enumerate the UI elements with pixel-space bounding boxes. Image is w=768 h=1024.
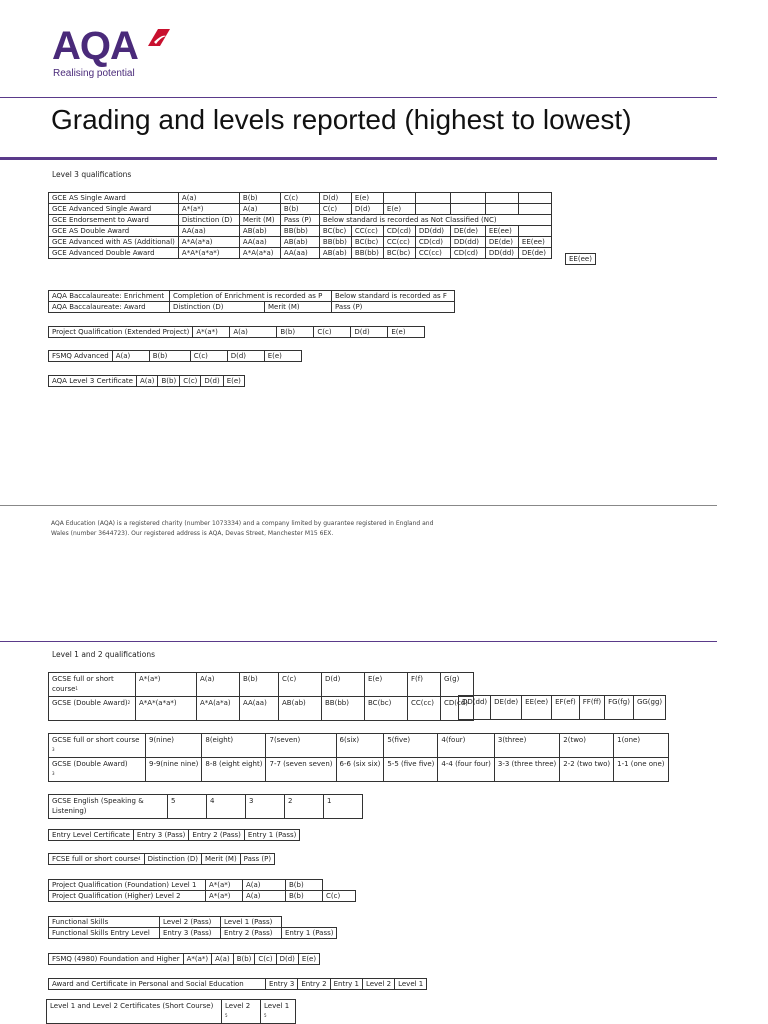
table-row: Entry Level Certificate Entry 3 (Pass) Entry 2 (Pass) Entry 1 (Pass) (49, 830, 300, 841)
personal-social-education-table (48, 978, 427, 990)
table-row: FCSE full or short course$^4$ Distinction (D) Merit (M) Pass (P) (49, 854, 275, 865)
tagline: Realising potential (53, 68, 135, 79)
table-row: FSMQ Advanced A(a) B(b) C(c) D(d) E(e) (49, 351, 302, 362)
table-row: GCSE (Double Award)$^2$ A*A*(a*a*) A*A(a*a) AA(aa) AB(ab) BB(bb) BC(bc) CC(cc) CD(cd) (49, 697, 474, 721)
table-row: Functional Skills Level 2 (Pass) Level 1 (Pass) (49, 917, 337, 928)
gcse-english-table (48, 794, 363, 819)
table-row: GCE Advanced with AS (Additional) A*A(a*a) AA(aa) AB(ab) BB(bb) BC(bc) CC(cc) CD(cd) DD(dd) DE(de) EE(ee) (49, 237, 552, 248)
baccalaureate-table (48, 290, 455, 313)
page-break-divider (0, 641, 717, 642)
table-row: Project Qualification (Extended Project) A*(a*) A(a) B(b) C(c) D(d) E(e) (49, 327, 425, 338)
short-course-certificates-table (46, 999, 296, 1024)
table-row: AQA Baccalaureate: Award Distinction (D) Merit (M) Pass (P) (49, 302, 455, 313)
level3-certificate-table (48, 375, 245, 387)
table-row: Award and Certificate in Personal and Social Education Entry 3 Entry 2 Entry 1 Level 2 Level 1 (49, 979, 427, 990)
functional-skills-table (48, 916, 337, 939)
project-qualification-l12-table (48, 879, 356, 902)
gcse-double-award-extra-cells (458, 695, 666, 720)
table-row: GCSE full or short course$^1$ A*(a*) A(a) B(b) C(c) D(d) E(e) F(f) G(g) (49, 673, 474, 697)
table-row: GCE Endorsement to Award Distinction (D) Merit (M) Pass (P) Below standard is recorded as Not Classified (NC) (49, 215, 552, 226)
table-row: Project Qualification (Higher) Level 2 A*(a*) A(a) B(b) C(c) (49, 891, 356, 902)
title-divider (0, 157, 717, 160)
table-row: AQA Level 3 Certificate A(a) B(b) C(c) D(d) E(e) (49, 376, 245, 387)
table-row: DD(dd) DE(de) EE(ee) EF(ef) FF(ff) FG(fg) GG(gg) (459, 696, 666, 720)
fcse-table (48, 853, 275, 865)
level3-heading: Level 3 qualifications (52, 170, 132, 179)
gcse-number-grades-table (48, 733, 669, 782)
fsmq-advanced-table (48, 350, 302, 362)
footer-divider (0, 505, 717, 506)
table-row: AQA Baccalaureate: Enrichment Completion of Enrichment is recorded as P Below standard is recorded as F (49, 291, 455, 302)
header-divider (0, 97, 717, 98)
aqa-logo-mark-icon (144, 26, 172, 54)
level12-heading: Level 1 and 2 qualifications (52, 650, 155, 659)
table-row: GCE AS Double Award AA(aa) AB(ab) BB(bb) BC(bc) CC(cc) CD(cd) DD(dd) DE(de) EE(ee) (49, 226, 552, 237)
gce-grades-table (48, 192, 552, 259)
aqa-logo: AQA (52, 24, 138, 68)
table-row: GCSE full or short course $^3$ 9(nine) 8(eight) 7(seven) 6(six) 5(five) 4(four) 3(three) 2(two) 1(one) (49, 734, 669, 758)
fsmq-foundation-higher-table (48, 953, 320, 965)
gce-double-award-extra-cell: EE(ee) (565, 253, 596, 265)
table-row: GCE Advanced Double Award A*A*(a*a*) A*A(a*a) AA(aa) AB(ab) BB(bb) BC(bc) CC(cc) CD(cd) DD(dd) DE(de) (49, 248, 552, 259)
table-row: Functional Skills Entry Level Entry 3 (Pass) Entry 2 (Pass) Entry 1 (Pass) (49, 928, 337, 939)
page-title: Grading and levels reported (highest to lowest) (51, 104, 632, 135)
table-row: FSMQ (4980) Foundation and Higher A*(a*) A(a) B(b) C(c) D(d) E(e) (49, 954, 320, 965)
table-row: GCSE English (Speaking & Listening) 5 4 3 2 1 (49, 795, 363, 819)
project-qualification-table (48, 326, 425, 338)
gcse-letter-grades-table (48, 672, 474, 721)
table-row: GCSE (Double Award) $^3$ 9-9(nine nine) 8-8 (eight eight) 7-7 (seven seven) 6-6 (six six) 5-5 (five five) 4-4 (four four) 3-3 (three three) 2-2 (two two) 1-1 (one one) (49, 758, 669, 782)
table-row: GCE Advanced Single Award A*(a*) A(a) B(b) C(c) D(d) E(e) (49, 204, 552, 215)
entry-level-table (48, 829, 300, 841)
table-row: Project Qualification (Foundation) Level 1 A*(a*) A(a) B(b) (49, 880, 356, 891)
table-row: Level 1 and Level 2 Certificates (Short Course) Level 2 $^5$ Level 1 $^5$ (47, 1000, 296, 1024)
registered-charity-note: AQA Education (AQA) is a registered charity (number 1073334) and a company limited by guarantee registered in England and Wales (number 3644723). Our registered address is AQA, Devas Street, Manchester M15 6EX. (51, 520, 434, 537)
table-row: GCE AS Single Award A(a) B(b) C(c) D(d) E(e) (49, 193, 552, 204)
